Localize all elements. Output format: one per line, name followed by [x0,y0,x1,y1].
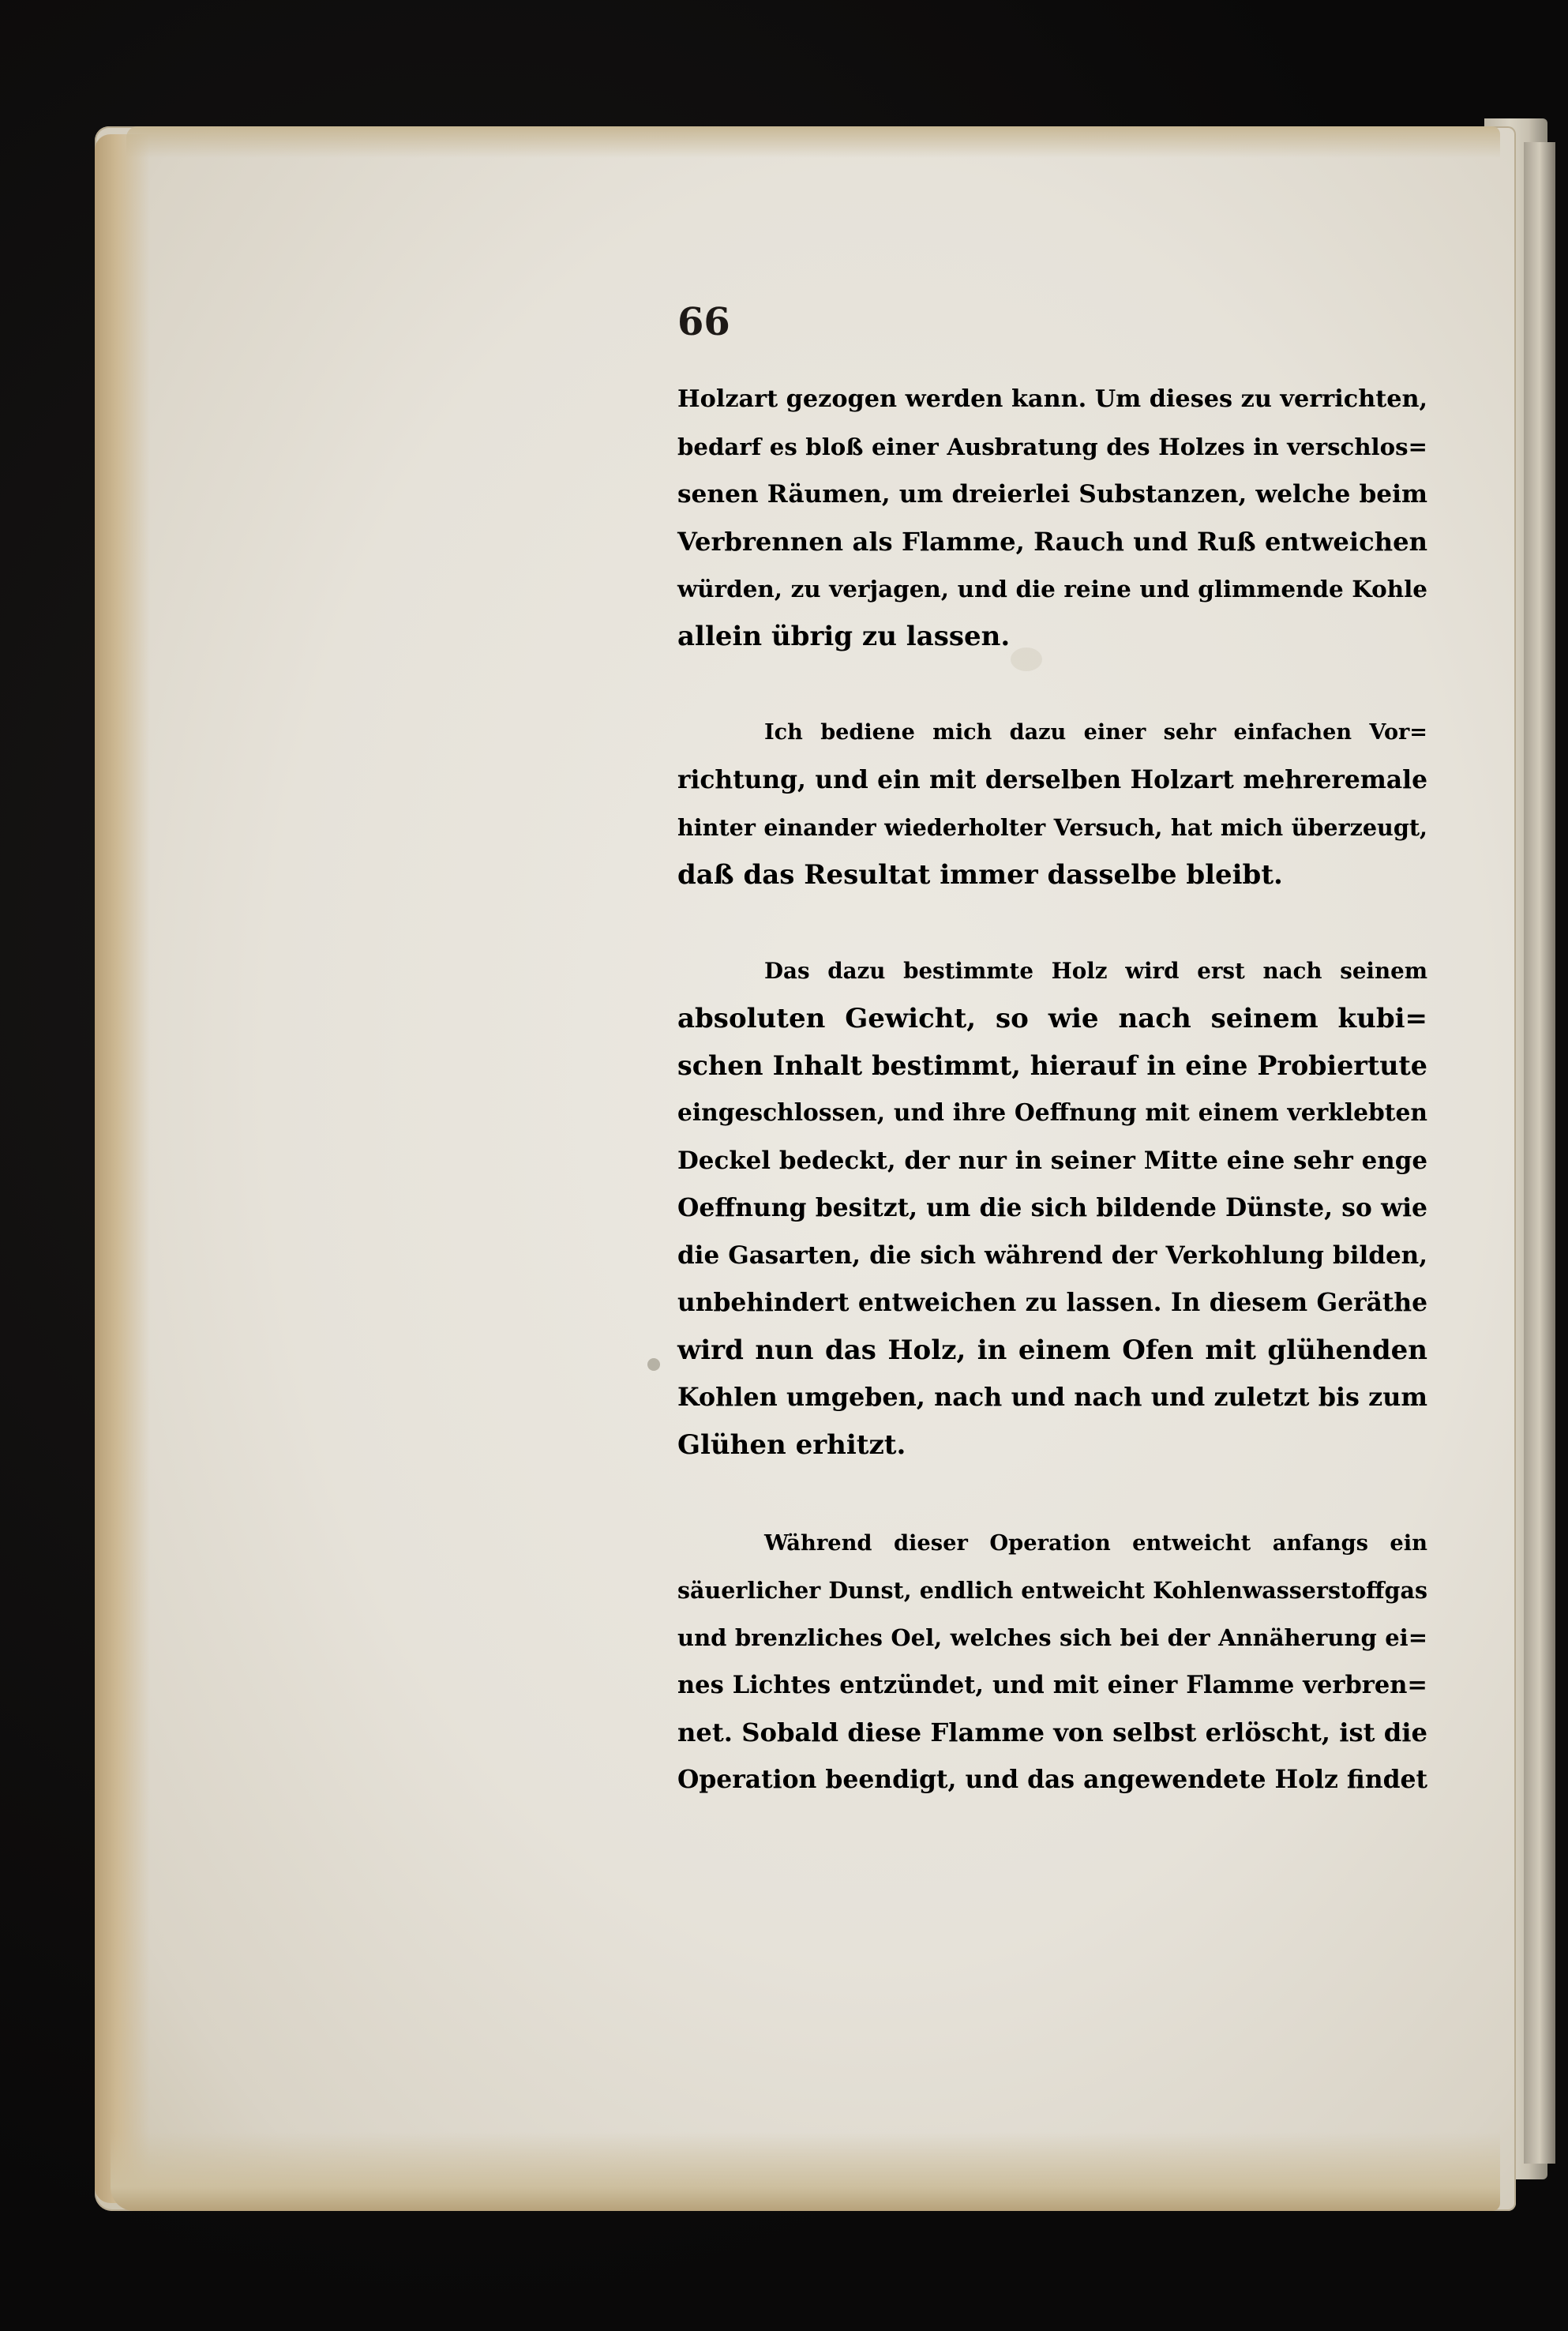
paragraph-2 [677,709,1427,899]
text-line: hinter einander wiederholter Versuch, hat mich überzeugt, [677,814,1427,841]
text-line: bedarf es bloß einer Ausbratung des Holzes in verschlos= [677,434,1427,460]
text-line: Oeffnung besitzt, um die sich bildende Dünste, so wie [677,1194,1427,1222]
text-line: net. Sobald diese Flamme von selbst erlöscht, ist die [677,1717,1427,1747]
ink-speck [647,1358,660,1371]
text-line: absoluten Gewicht, so wie nach seinem kubi= [677,1003,1427,1034]
text-line: wird nun das Holz, in einem Ofen mit glühenden [677,1334,1427,1366]
worn-bottom-edge [111,2132,1500,2211]
worn-top-edge [126,126,1500,158]
text-line: Glühen erhitzt. [677,1429,906,1461]
text-line: eingeschlossen, und ihre Oeffnung mit einem verklebten [677,1099,1427,1127]
text-line: Deckel bedeckt, der nur in seiner Mitte eine sehr enge [677,1147,1427,1175]
paragraph-4 [677,1519,1427,1804]
text-line: würden, zu verjagen, und die reine und glimmende Kohle [677,575,1427,602]
text-line: Holzart gezogen werden kann. Um dieses zu verrichten, [677,385,1428,413]
text-line: Ich bediene mich dazu einer sehr einfachen Vor= [764,720,1427,745]
text-line: senen Räumen, um dreierlei Substanzen, welche beim [677,480,1427,509]
page-number: 66 [677,300,730,344]
text-line: Verbrennen als Flamme, Rauch und Ruß entweichen [677,527,1427,557]
text-line: richtung, und ein mit derselben Holzart mehreremale [677,766,1427,794]
text-line: allein übrig zu lassen. [677,621,1011,652]
text-line: Das dazu bestimmte Holz wird erst nach seinem [764,958,1427,984]
text-line: Operation beendigt, und das angewendete Holz findet [677,1766,1427,1794]
text-line: Während dieser Operation entweicht anfangs ein [764,1530,1427,1556]
paragraph-3 [677,948,1427,1469]
text-line: und brenzliches Oel, welches sich bei der Annäherung ei= [677,1624,1427,1651]
text-line: säuerlicher Dunst, endlich entweicht Kohlenwasserstoffgas [677,1577,1427,1604]
paragraph-1 [677,376,1427,660]
text-line: nes Lichtes entzündet, und mit einer Flamme verbren= [677,1671,1427,1699]
text-line: unbehindert entweichen zu lassen. In diesem Geräthe [677,1289,1427,1317]
text-line: Kohlen umgeben, nach und nach und zuletzt bis zum [677,1383,1427,1412]
text-line: daß das Resultat immer dasselbe bleibt. [677,859,1283,891]
text-line: schen Inhalt bestimmt, hierauf in eine Probiertute [677,1050,1427,1081]
underlying-page-edge [1524,142,1555,2164]
worn-left-edge [95,134,150,2203]
text-line: die Gasarten, die sich während der Verkohlung bilden, [677,1241,1427,1270]
